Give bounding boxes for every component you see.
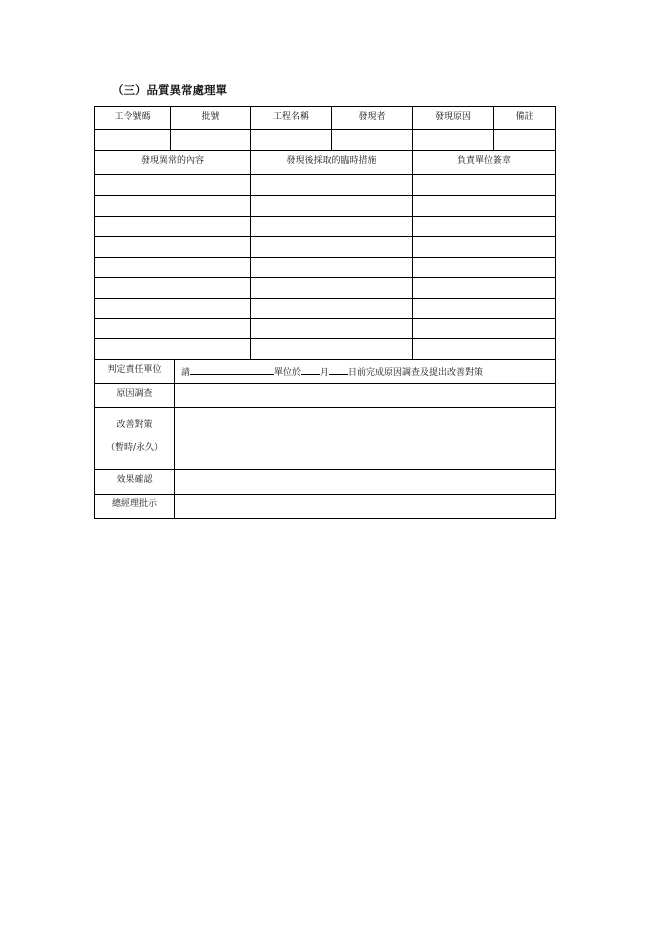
discovery-reason-field[interactable] [413,130,493,150]
cause-investigation-field[interactable] [175,384,555,406]
responsible-unit-label: 判定責任單位 [107,365,162,375]
col-line [250,150,251,359]
project-name-field[interactable] [251,130,331,150]
row-line [95,216,555,217]
remarks-field[interactable] [494,130,555,150]
row-line [95,338,555,339]
row-line [95,277,555,278]
batch-no-field[interactable] [171,130,250,150]
effect-confirm-field[interactable] [175,470,555,493]
gm-approval-label: 總經理批示 [111,499,157,509]
text-unit-on: 單位於 [274,368,302,378]
header-temporary-measures: 發現後採取的臨時措施 [286,156,377,166]
header-abnormal-content: 發現異常的內容 [140,156,204,166]
header-project-name: 工程名稱 [272,112,309,122]
row-line [95,359,555,360]
row-line [95,236,555,237]
discoverer-field[interactable] [332,130,412,150]
quality-abnormality-form [94,106,556,519]
text-please: 請 [181,368,191,378]
text-rest: 日前完成原因調查及提出改善對策 [348,368,484,378]
header-discoverer: 發現者 [358,112,386,122]
header-responsible-unit-seal: 負責單位簽章 [456,156,511,166]
unit-blank[interactable] [190,364,274,375]
improvement-sublabel: （暫時/永久） [105,443,164,453]
row-line [95,318,555,319]
form-title: （三）品質異常處理單 [112,83,227,97]
gm-approval-field[interactable] [175,495,555,518]
header-remarks: 備註 [515,112,534,122]
improvement-field[interactable] [175,408,555,468]
improvement-label: 改善對策 [116,420,153,430]
header-discovery-reason: 發現原因 [434,112,471,122]
month-blank[interactable] [301,364,320,375]
work-order-no-field[interactable] [95,130,170,150]
cause-investigation-label: 原因調查 [116,389,153,399]
effect-confirm-label: 效果確認 [116,475,153,485]
row-line [95,298,555,299]
row-line [95,174,555,175]
day-blank[interactable] [329,364,348,375]
row-line [95,150,555,151]
col-line [412,150,413,359]
responsible-unit-text [181,364,483,379]
row-line [95,195,555,196]
header-work-order-no: 工令號碼 [114,112,151,122]
row-line [95,257,555,258]
header-batch-no: 批號 [201,112,220,122]
text-month: 月 [320,368,330,378]
